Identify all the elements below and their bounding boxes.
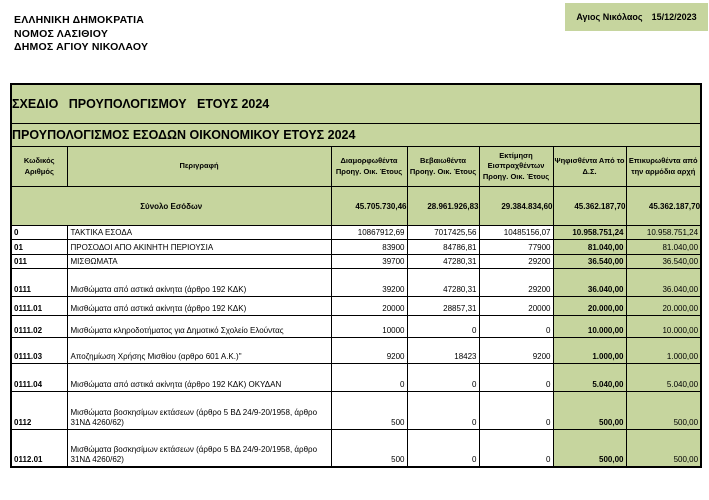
value-adjusted: 10000	[331, 316, 407, 338]
table-row	[11, 226, 701, 240]
value-ratified: 500,00	[626, 430, 701, 467]
value-adjusted: 39700	[331, 255, 407, 269]
value-certified: 0	[407, 392, 479, 430]
value-voted: 36.540,00	[553, 255, 626, 269]
value-voted: 10.958.751,24	[553, 226, 626, 240]
value-ratified: 1.000,00	[626, 338, 701, 364]
letterhead-line-country: ΕΛΛΗΝΙΚΗ ΔΗΜΟΚΡΑΤΙΑ	[14, 14, 145, 26]
value-estimated: 0	[479, 392, 553, 430]
description-cell: Αποζημίωση Χρήσης Μισθίου (αρθρο 601 Α.Κ.)''	[67, 338, 331, 364]
value-certified: 47280,31	[407, 255, 479, 269]
value-certified: 47280,31	[407, 269, 479, 297]
value-ratified: 81.040,00	[626, 240, 701, 255]
value-certified: 18423	[407, 338, 479, 364]
column-header-description: Περιγραφή	[67, 147, 331, 187]
description-cell: Μισθώματα από αστικά ακίνητα (άρθρο 192 ΚΔΚ)	[67, 269, 331, 297]
total-value-voted: 45.362.187,70	[553, 187, 626, 226]
value-voted: 5.040,00	[553, 364, 626, 392]
value-estimated: 10485156,07	[479, 226, 553, 240]
letterhead	[14, 14, 148, 55]
table-row	[11, 364, 701, 392]
code-cell: 0111.02	[11, 316, 67, 338]
value-adjusted: 39200	[331, 269, 407, 297]
table-row	[11, 338, 701, 364]
plan-title-row	[11, 84, 701, 124]
budget-title-row	[11, 124, 701, 147]
value-ratified: 10.000,00	[626, 316, 701, 338]
code-cell: 011	[11, 255, 67, 269]
description-cell: Μισθώματα κληροδοτήματος για Δημοτικό Σχολείο Ελούντας	[67, 316, 331, 338]
description-cell: Μισθώματα από αστικά ακίνητα (άρθρο 192 ΚΔΚ)	[67, 297, 331, 316]
value-adjusted: 500	[331, 430, 407, 467]
value-estimated: 0	[479, 316, 553, 338]
code-cell: 01	[11, 240, 67, 255]
letterhead-line-municipality: ΔΗΜΟΣ ΑΓΙΟΥ ΝΙΚΟΛΑΟΥ	[14, 41, 149, 53]
table-row	[11, 430, 701, 467]
value-adjusted: 500	[331, 392, 407, 430]
value-certified: 7017425,56	[407, 226, 479, 240]
column-header-ratified-by-authority: Επικυρωθέντα από την αρμόδια αρχή	[626, 147, 701, 187]
budget-title: ΠΡΟΥΠΟΛΟΓΙΣΜΟΣ ΕΣΟΔΩΝ ΟΙΚΟΝΟΜΙΚΟΥ ΕΤΟΥΣ 2024	[11, 124, 701, 147]
plan-title: ΣΧΕΔΙΟ ΠΡΟΥΠΟΛΟΓΙΣΜΟΥ ΕΤΟΥΣ 2024	[11, 84, 701, 124]
value-ratified: 5.040,00	[626, 364, 701, 392]
column-header-row	[11, 147, 701, 187]
value-estimated: 29200	[479, 269, 553, 297]
value-voted: 1.000,00	[553, 338, 626, 364]
column-header-voted-by-council: Ψηφισθέντα Από το Δ.Σ.	[553, 147, 626, 187]
value-estimated: 20000	[479, 297, 553, 316]
code-cell: 0112	[11, 392, 67, 430]
table-row	[11, 240, 701, 255]
column-header-estimated-collected: Εκτίμηση Εισπραχθέντων Προηγ. Οικ. Έτους	[479, 147, 553, 187]
code-cell: 0	[11, 226, 67, 240]
value-voted: 10.000,00	[553, 316, 626, 338]
value-certified: 0	[407, 430, 479, 467]
value-estimated: 0	[479, 364, 553, 392]
description-cell: Μισθώματα βοσκησίμων εκτάσεων (άρθρο 5 ΒΔ 24/9-20/1958, άρθρο 31ΝΔ 4260/62)	[67, 430, 331, 467]
value-ratified: 36.540,00	[626, 255, 701, 269]
value-voted: 500,00	[553, 430, 626, 467]
budget-table	[10, 83, 702, 468]
value-voted: 36.040,00	[553, 269, 626, 297]
column-header-certified-prior-year: Βεβαιωθέντα Προηγ. Οικ. Έτους	[407, 147, 479, 187]
date-box-date: 15/12/2023	[651, 12, 697, 22]
value-ratified: 500,00	[626, 392, 701, 430]
value-estimated: 9200	[479, 338, 553, 364]
table-row	[11, 269, 701, 297]
value-certified: 28857,31	[407, 297, 479, 316]
total-value-adjusted: 45.705.730,46	[331, 187, 407, 226]
description-cell: ΤΑΚΤΙΚΑ ΕΣΟΔΑ	[67, 226, 331, 240]
table-row	[11, 392, 701, 430]
total-value-estimated: 29.384.834,60	[479, 187, 553, 226]
value-certified: 0	[407, 364, 479, 392]
total-value-ratified: 45.362.187,70	[626, 187, 701, 226]
value-voted: 500,00	[553, 392, 626, 430]
value-adjusted: 9200	[331, 338, 407, 364]
value-estimated: 77900	[479, 240, 553, 255]
value-voted: 20.000,00	[553, 297, 626, 316]
total-revenues-label: Σύνολο Εσόδων	[11, 187, 331, 226]
code-cell: 0111.01	[11, 297, 67, 316]
value-estimated: 0	[479, 430, 553, 467]
value-estimated: 29200	[479, 255, 553, 269]
table-row	[11, 255, 701, 269]
date-box	[565, 3, 708, 31]
value-adjusted: 20000	[331, 297, 407, 316]
column-header-adjusted-prior-year: Διαμορφωθέντα Προηγ. Οικ. Έτους	[331, 147, 407, 187]
column-header-code: Κωδικός Αριθμός	[11, 147, 67, 187]
value-ratified: 20.000,00	[626, 297, 701, 316]
code-cell: 0111.04	[11, 364, 67, 392]
value-ratified: 36.040,00	[626, 269, 701, 297]
value-certified: 0	[407, 316, 479, 338]
value-adjusted: 83900	[331, 240, 407, 255]
value-adjusted: 0	[331, 364, 407, 392]
value-adjusted: 10867912,69	[331, 226, 407, 240]
description-cell: ΠΡΟΣΟΔΟΙ ΑΠΟ ΑΚΙΝΗΤΗ ΠΕΡΙΟΥΣΙΑ	[67, 240, 331, 255]
code-cell: 0112.01	[11, 430, 67, 467]
value-certified: 84786,81	[407, 240, 479, 255]
date-box-place: Αγιος Νικόλαος	[576, 12, 643, 22]
value-ratified: 10.958.751,24	[626, 226, 701, 240]
code-cell: 0111.03	[11, 338, 67, 364]
code-cell: 0111	[11, 269, 67, 297]
total-value-certified: 28.961.926,83	[407, 187, 479, 226]
description-cell: ΜΙΣΘΩΜΑΤΑ	[67, 255, 331, 269]
table-row	[11, 316, 701, 338]
description-cell: Μισθώματα από αστικά ακίνητα (άρθρο 192 ΚΔΚ) ΟΚΥΔΑΝ	[67, 364, 331, 392]
table-row	[11, 297, 701, 316]
description-cell: Μισθώματα βοσκησίμων εκτάσεων (άρθρο 5 ΒΔ 24/9-20/1958, άρθρο 31ΝΔ 4260/62)	[67, 392, 331, 430]
budget-document	[10, 83, 700, 468]
letterhead-line-prefecture: ΝΟΜΟΣ ΛΑΣΙΘΙΟΥ	[14, 27, 109, 40]
total-revenues-row	[11, 187, 701, 226]
value-voted: 81.040,00	[553, 240, 626, 255]
